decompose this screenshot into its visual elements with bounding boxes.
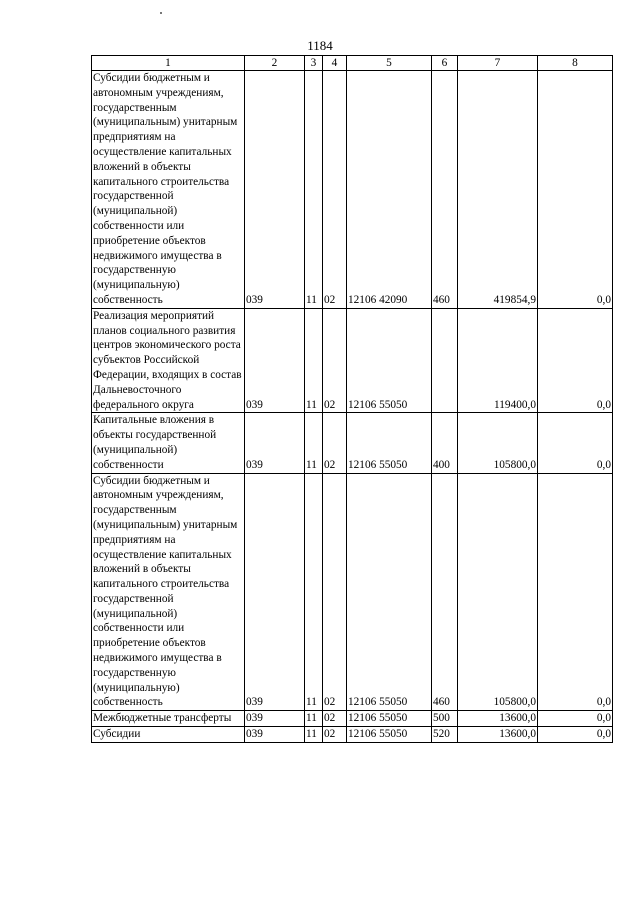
expense-type-code [432,308,458,413]
page-number: 1184 [307,38,333,53]
ministry-code: 039 [245,413,305,473]
row-name: Субсидии [92,727,245,743]
target-article-code: 12106 55050 [347,473,432,711]
amount: 13600,0 [458,727,538,743]
amount: 13600,0 [458,711,538,727]
table-row [92,473,613,711]
amount-2: 0,0 [538,473,613,711]
target-article-code: 12106 42090 [347,71,432,309]
expense-type-code: 460 [432,71,458,309]
amount: 119400,0 [458,308,538,413]
column-header: 8 [538,56,613,71]
row-name: Субсидии бюджетным и автономным учреждениям, государственным (муниципальным) унитарным предприятиям на осуществление капитальных вложений в объекты капитального строительства государственной (муниципальной) собственности или приобретение объектов недвижимого имущества в государственную (муниципальную) собственность [92,71,245,309]
amount-2: 0,0 [538,308,613,413]
column-header: 7 [458,56,538,71]
subsection-code: 02 [323,727,347,743]
expense-type-code: 500 [432,711,458,727]
column-header: 1 [92,56,245,71]
amount-2: 0,0 [538,413,613,473]
subsection-code: 02 [323,413,347,473]
amount: 105800,0 [458,473,538,711]
section-code: 11 [305,71,323,309]
ministry-code: 039 [245,727,305,743]
header-row [92,56,613,71]
table-row [92,308,613,413]
section-code: 11 [305,308,323,413]
expense-type-code: 520 [432,727,458,743]
amount-2: 0,0 [538,711,613,727]
column-header: 4 [323,56,347,71]
table-row [92,727,613,743]
expense-type-code: 400 [432,413,458,473]
row-name: Субсидии бюджетным и автономным учреждениям, государственным (муниципальным) унитарным предприятиям на осуществление капитальных вложений в объекты капитального строительства государственной (муниципальной) собственности или приобретение объектов недвижимого имущества в государственную (муниципальную) собственность [92,473,245,711]
expense-type-code: 460 [432,473,458,711]
subsection-code: 02 [323,71,347,309]
target-article-code: 12106 55050 [347,711,432,727]
table-row [92,413,613,473]
amount: 419854,9 [458,71,538,309]
budget-table [91,55,613,743]
ministry-code: 039 [245,473,305,711]
ministry-code: 039 [245,71,305,309]
row-name: Реализация мероприятий планов социального развития центров экономического роста субъектов Российской Федерации, входящих в состав Дальневосточного федерального округа [92,308,245,413]
section-code: 11 [305,711,323,727]
subsection-code: 02 [323,711,347,727]
table-row [92,711,613,727]
scan-speck [160,12,162,14]
section-code: 11 [305,727,323,743]
section-code: 11 [305,473,323,711]
column-header: 2 [245,56,305,71]
table-row [92,71,613,309]
column-header: 5 [347,56,432,71]
ministry-code: 039 [245,308,305,413]
section-code: 11 [305,413,323,473]
target-article-code: 12106 55050 [347,413,432,473]
target-article-code: 12106 55050 [347,727,432,743]
target-article-code: 12106 55050 [347,308,432,413]
column-header: 3 [305,56,323,71]
subsection-code: 02 [323,473,347,711]
subsection-code: 02 [323,308,347,413]
amount: 105800,0 [458,413,538,473]
ministry-code: 039 [245,711,305,727]
row-name: Капитальные вложения в объекты государственной (муниципальной) собственности [92,413,245,473]
row-name: Межбюджетные трансферты [92,711,245,727]
amount-2: 0,0 [538,71,613,309]
amount-2: 0,0 [538,727,613,743]
column-header: 6 [432,56,458,71]
